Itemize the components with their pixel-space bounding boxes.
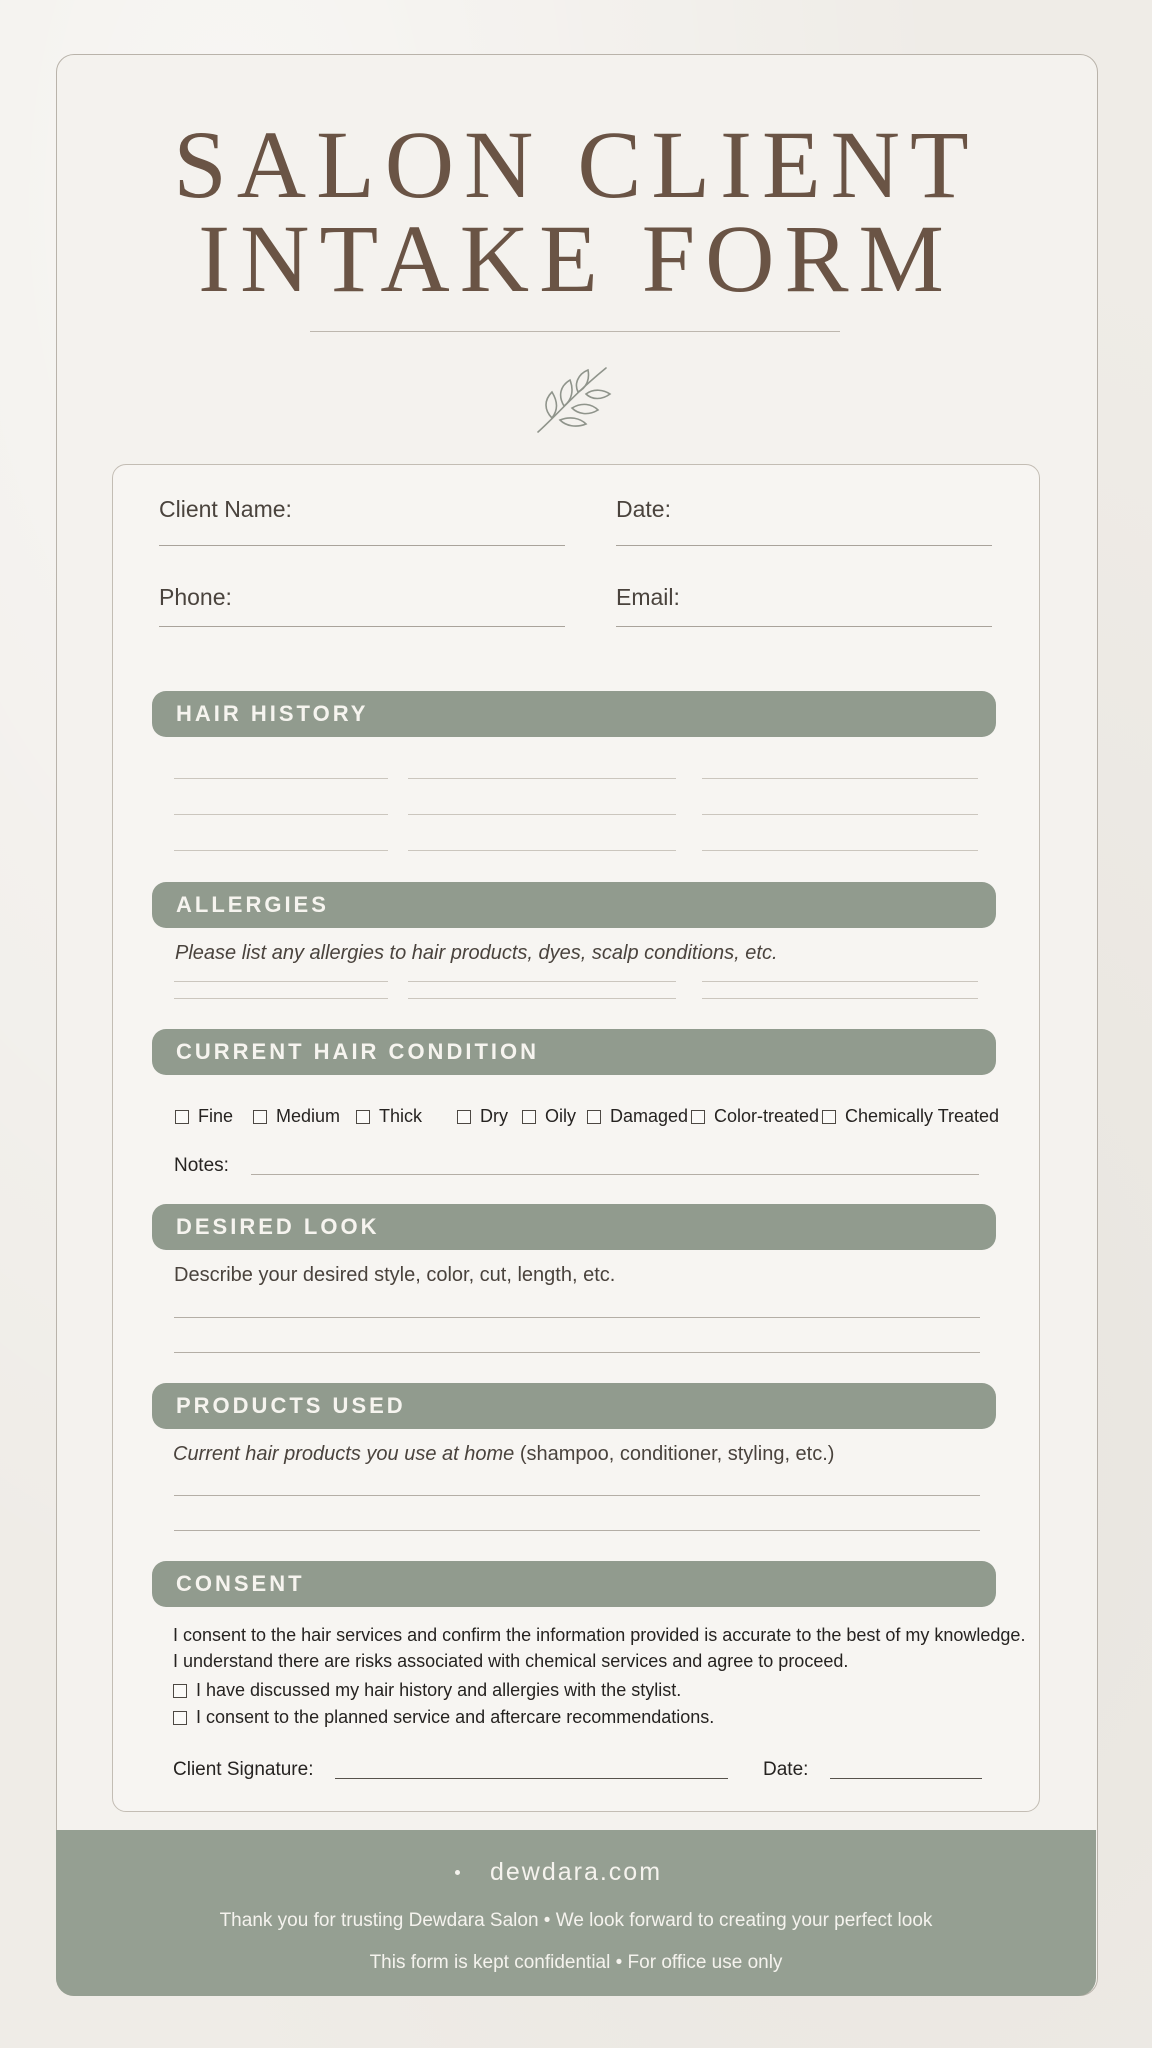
notes-label: Notes: bbox=[174, 1155, 229, 1176]
allergies-line[interactable] bbox=[408, 981, 676, 982]
email-field[interactable] bbox=[616, 626, 992, 627]
checkbox-label: Oily bbox=[545, 1106, 576, 1126]
consent-checkbox-discussed[interactable] bbox=[173, 1680, 681, 1701]
hair-history-line[interactable] bbox=[408, 778, 676, 779]
consent-checkbox-planned-service[interactable] bbox=[173, 1707, 714, 1728]
hair-history-line[interactable] bbox=[408, 814, 676, 815]
products-line[interactable] bbox=[174, 1495, 980, 1496]
signature-label: Client Signature: bbox=[173, 1759, 314, 1780]
section-title: DESIRED LOOK bbox=[176, 1214, 380, 1239]
client-name-label: Client Name: bbox=[159, 496, 292, 522]
checkbox-label: Chemically Treated bbox=[845, 1106, 1000, 1126]
checkbox-square-icon[interactable] bbox=[457, 1110, 471, 1124]
leaf-sprig-icon bbox=[530, 360, 616, 440]
section-header-products-used bbox=[152, 1383, 996, 1429]
title-line-1: SALON CLIENT bbox=[173, 111, 979, 218]
hair-history-line[interactable] bbox=[702, 814, 978, 815]
checkbox-square-icon[interactable] bbox=[587, 1110, 601, 1124]
section-title: PRODUCTS USED bbox=[176, 1393, 406, 1418]
consent-statement-line-2: I understand there are risks associated with chemical services and agree to proceed. bbox=[173, 1651, 849, 1671]
products-instruction bbox=[173, 1443, 834, 1466]
checkbox-label: Thick bbox=[379, 1106, 423, 1126]
products-line[interactable] bbox=[174, 1530, 980, 1531]
allergies-line[interactable] bbox=[702, 981, 978, 982]
checkbox-medium[interactable] bbox=[253, 1106, 340, 1127]
allergies-line[interactable] bbox=[408, 998, 676, 999]
checkbox-label: Color-treated bbox=[714, 1106, 820, 1126]
date-field[interactable] bbox=[616, 545, 992, 546]
section-header-allergies bbox=[152, 882, 996, 928]
hair-history-line[interactable] bbox=[408, 850, 676, 851]
checkbox-label: I consent to the planned service and aftercare recommendations. bbox=[196, 1707, 715, 1727]
section-title: HAIR HISTORY bbox=[176, 701, 369, 726]
checkbox-square-icon[interactable] bbox=[691, 1110, 705, 1124]
form-card bbox=[112, 464, 1040, 1812]
checkbox-square-icon[interactable] bbox=[522, 1110, 536, 1124]
phone-field[interactable] bbox=[159, 626, 565, 627]
notes-field[interactable] bbox=[251, 1174, 979, 1175]
desired-look-line[interactable] bbox=[174, 1352, 980, 1353]
checkbox-square-icon[interactable] bbox=[173, 1711, 187, 1725]
email-label: Email: bbox=[616, 584, 680, 610]
checkbox-square-icon[interactable] bbox=[173, 1684, 187, 1698]
hair-history-line[interactable] bbox=[702, 850, 978, 851]
client-name-field[interactable] bbox=[159, 545, 565, 546]
checkbox-label: Fine bbox=[198, 1106, 234, 1126]
checkbox-label: Dry bbox=[480, 1106, 508, 1126]
signature-field[interactable] bbox=[335, 1778, 728, 1779]
section-header-desired-look bbox=[152, 1204, 996, 1250]
signature-date-label: Date: bbox=[763, 1759, 809, 1780]
section-title: CONSENT bbox=[176, 1571, 305, 1596]
checkbox-square-icon[interactable] bbox=[175, 1110, 189, 1124]
checkbox-oily[interactable] bbox=[522, 1106, 576, 1127]
checkbox-square-icon[interactable] bbox=[253, 1110, 267, 1124]
checkbox-label: I have discussed my hair history and allergies with the stylist. bbox=[196, 1680, 682, 1700]
signature-date-field[interactable] bbox=[830, 1778, 982, 1779]
page-title bbox=[0, 111, 1152, 312]
hair-history-line[interactable] bbox=[174, 814, 388, 815]
allergies-line[interactable] bbox=[174, 981, 388, 982]
date-label: Date: bbox=[616, 496, 671, 522]
section-header-hair-history bbox=[152, 691, 996, 737]
footer-thanks: Thank you for trusting Dewdara Salon • We look forward to creating your perfect look bbox=[219, 1910, 933, 1931]
section-header-current-hair-condition bbox=[152, 1029, 996, 1075]
title-divider bbox=[310, 331, 840, 332]
phone-label: Phone: bbox=[159, 584, 232, 610]
checkbox-label: Damaged bbox=[610, 1106, 689, 1126]
checkbox-square-icon[interactable] bbox=[822, 1110, 836, 1124]
section-title: ALLERGIES bbox=[176, 892, 329, 917]
checkbox-fine[interactable] bbox=[175, 1106, 233, 1127]
section-header-consent bbox=[152, 1561, 996, 1607]
footer bbox=[56, 1830, 1096, 1996]
checkbox-chemically-treated[interactable] bbox=[822, 1106, 999, 1127]
consent-statement-line-1: I consent to the hair services and confirm the information provided is accurate to the best of my knowledge. bbox=[173, 1625, 1026, 1645]
footer-confidential: This form is kept confidential • For office use only bbox=[369, 1952, 783, 1973]
desired-look-line[interactable] bbox=[174, 1317, 980, 1318]
checkbox-thick[interactable] bbox=[356, 1106, 422, 1127]
hair-history-line[interactable] bbox=[702, 778, 978, 779]
checkbox-square-icon[interactable] bbox=[356, 1110, 370, 1124]
allergies-line[interactable] bbox=[174, 998, 388, 999]
desired-look-instruction: Describe your desired style, color, cut, length, etc. bbox=[174, 1264, 616, 1286]
footer-website: dewdara.com bbox=[489, 1858, 663, 1886]
allergies-instruction: Please list any allergies to hair products, dyes, scalp conditions, etc. bbox=[175, 942, 778, 964]
checkbox-label: Medium bbox=[276, 1106, 341, 1126]
products-instruction-italic: Current hair products you use at home bbox=[173, 1443, 515, 1465]
title-line-2: INTAKE FORM bbox=[198, 205, 954, 312]
hair-history-line[interactable] bbox=[174, 778, 388, 779]
products-instruction-plain: (shampoo, conditioner, styling, etc.) bbox=[514, 1443, 835, 1465]
section-title: CURRENT HAIR CONDITION bbox=[176, 1039, 539, 1064]
allergies-line[interactable] bbox=[702, 998, 978, 999]
checkbox-dry[interactable] bbox=[457, 1106, 508, 1127]
checkbox-damaged[interactable] bbox=[587, 1106, 688, 1127]
hair-history-line[interactable] bbox=[174, 850, 388, 851]
checkbox-color-treated[interactable] bbox=[691, 1106, 819, 1127]
